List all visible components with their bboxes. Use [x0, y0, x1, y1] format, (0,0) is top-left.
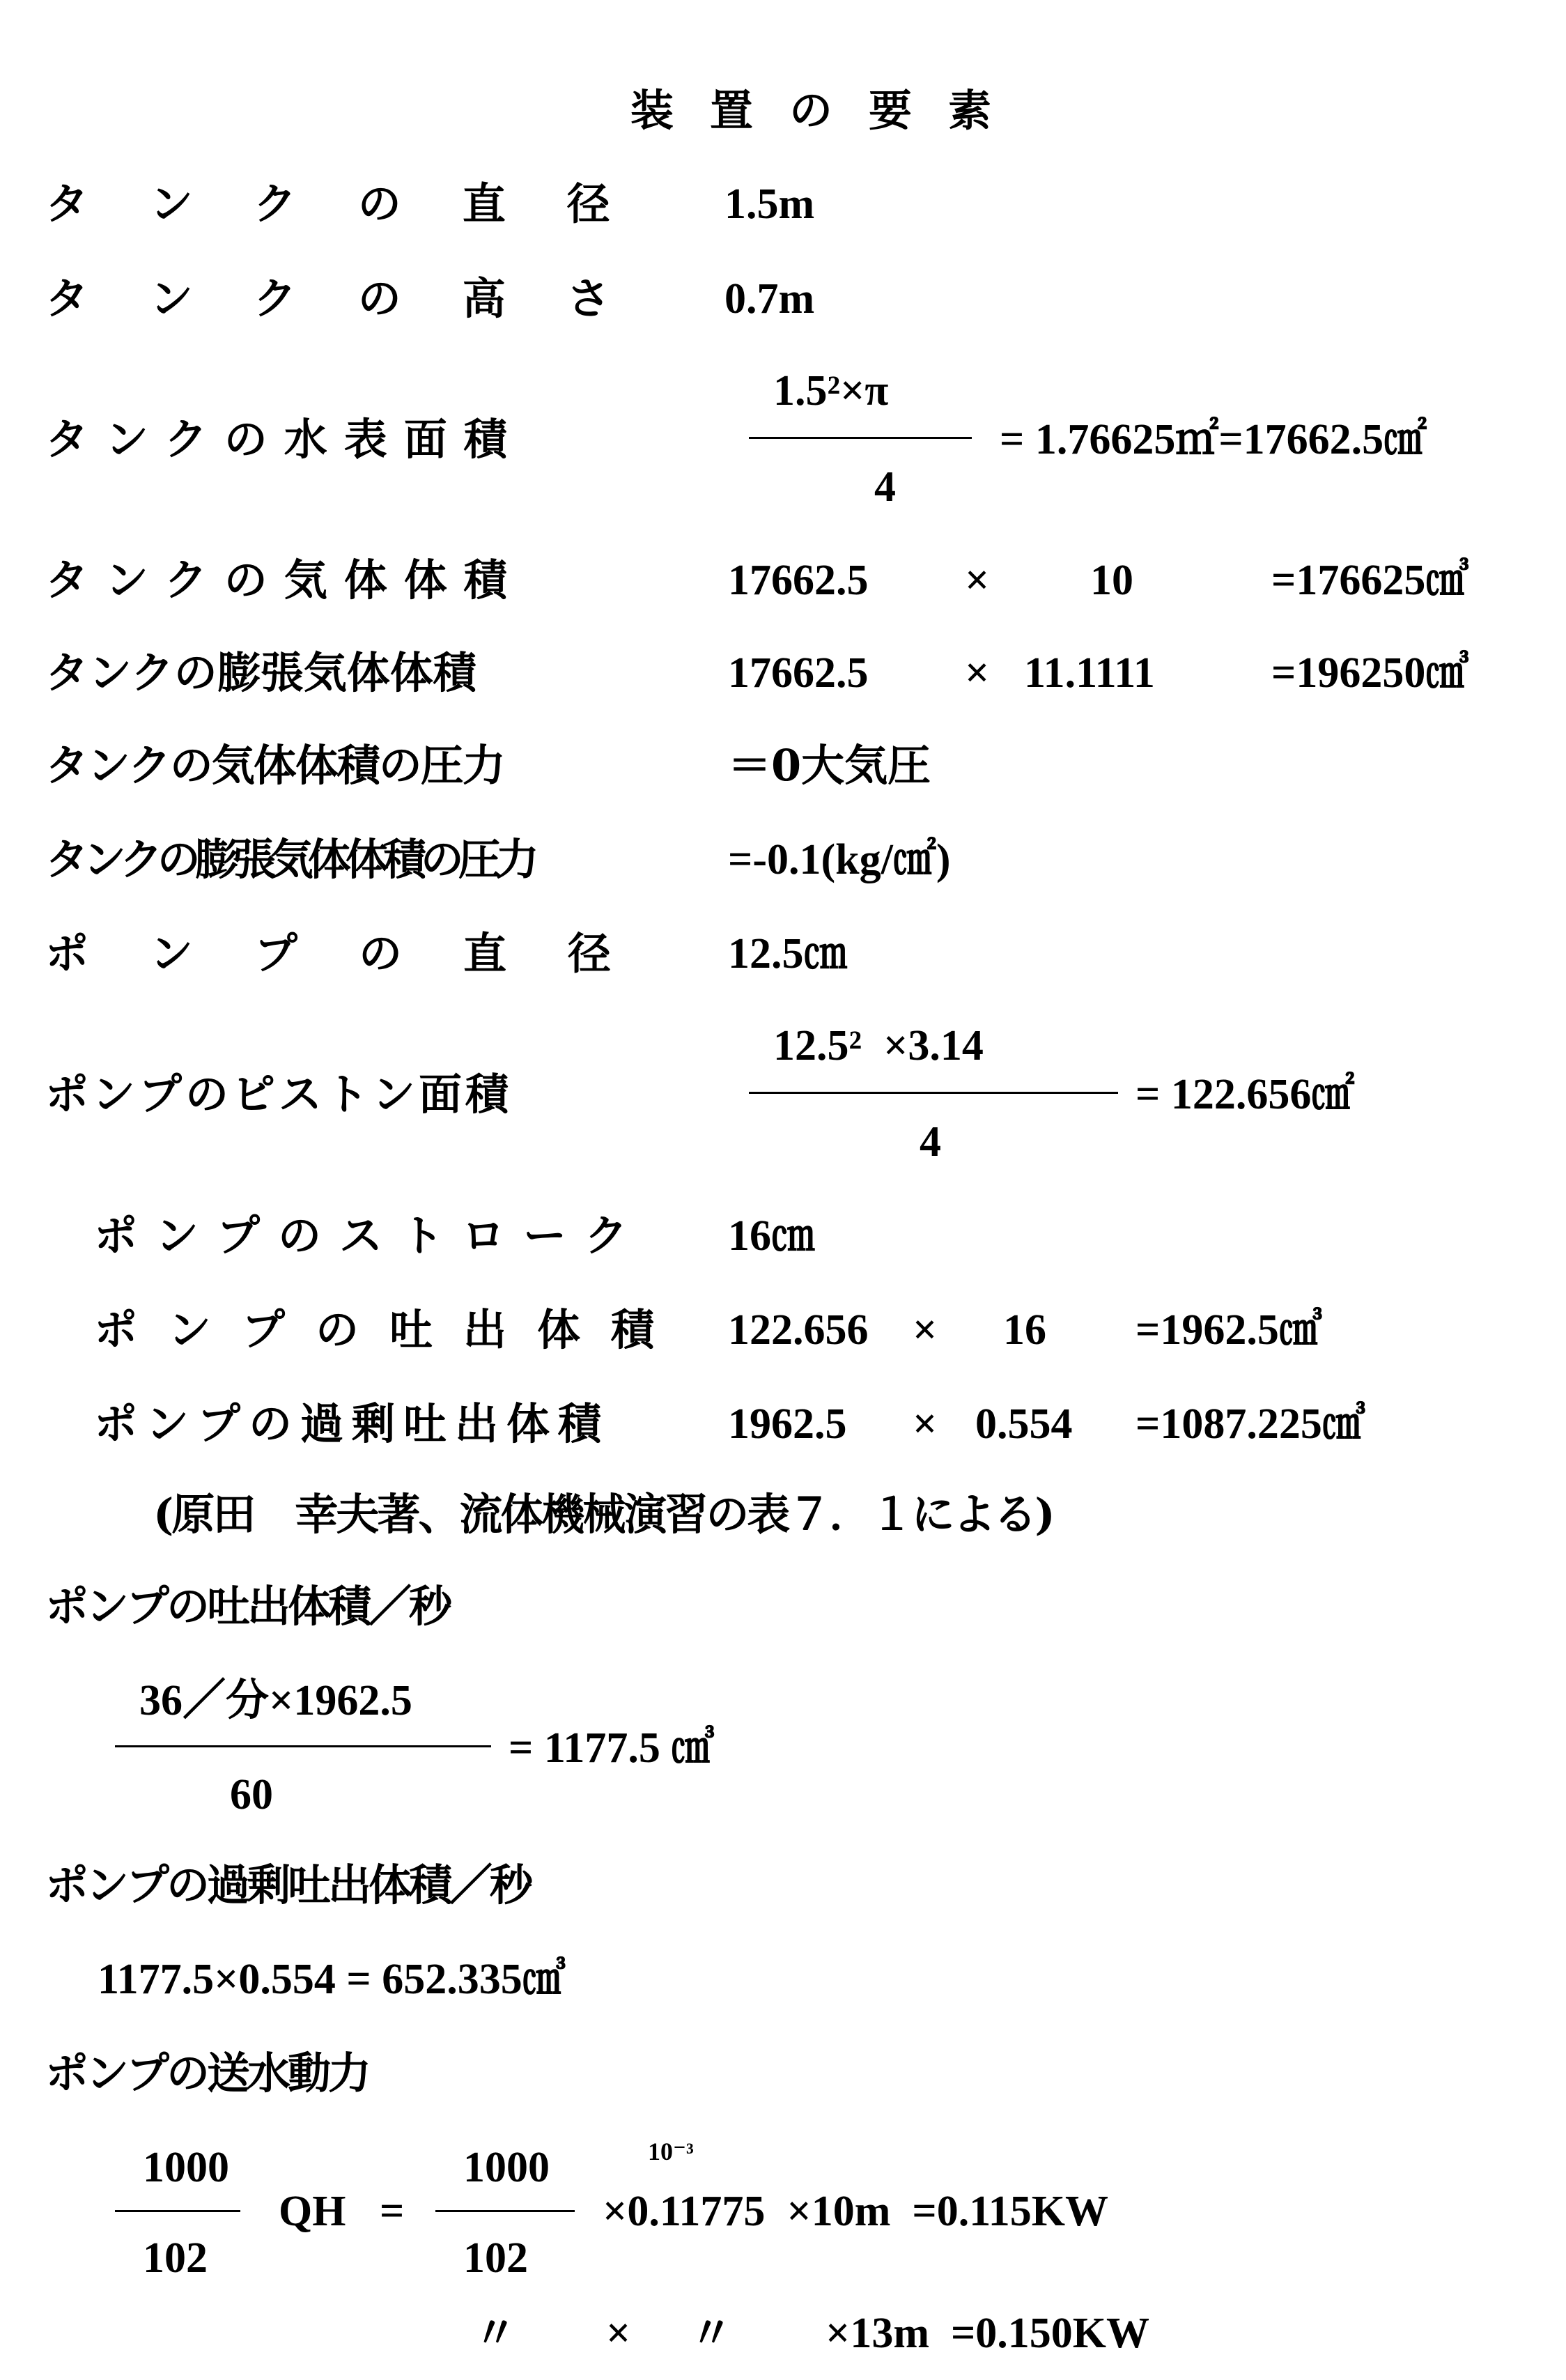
per-second-fraction-bar — [115, 1745, 491, 1747]
pump-excess-discharge-result: =1087.225㎤ — [1135, 1400, 1365, 1448]
tank-expanded-gas-op: × — [965, 649, 990, 697]
tank-height-label: タンクの高さ — [45, 273, 672, 324]
excess-per-second-formula: 1177.5×0.554 = 652.335㎤ — [98, 1956, 566, 2003]
pump-discharge-op: × — [913, 1306, 938, 1354]
power-line2-ditto-a: 〃 — [474, 2308, 518, 2358]
power-frac2-denominator: 102 — [463, 2234, 528, 2282]
pump-stroke-label: ポンプのストローク — [94, 1210, 646, 1261]
tank-height-value: 0.7m — [724, 275, 815, 323]
tank-expanded-pressure-value: =-0.1(kg/㎠) — [728, 836, 951, 883]
power-line2-op: × — [606, 2310, 631, 2357]
tank-expanded-gas-label: タンクの膨張気体体積 — [45, 647, 476, 698]
pump-excess-discharge-label: ポンプの過剰吐出体積 — [94, 1398, 610, 1449]
title-text: 装置の要素 — [630, 85, 1028, 136]
tank-expanded-pressure-label: タンクの膨張気体体積の圧力 — [45, 834, 534, 885]
tank-area-result: = 1.76625㎡=17662.5㎠ — [1000, 416, 1427, 463]
pump-stroke-value: 16㎝ — [728, 1212, 815, 1260]
tank-gas-pressure-label: タンクの気体体積の圧力 — [45, 740, 504, 791]
tank-expanded-gas-a: 17662.5 — [728, 649, 869, 697]
pump-diameter-label: ポンプの直径 — [45, 928, 673, 979]
tank-area-denominator: 4 — [874, 463, 896, 511]
tank-area-numerator: 1.5²×π — [773, 367, 889, 415]
power-frac1-denominator: 102 — [143, 2234, 208, 2282]
power-frac1-numerator: 1000 — [143, 2144, 229, 2191]
tank-gas-volume-label: タンクの気体体積 — [45, 555, 524, 605]
power-equals: = — [380, 2188, 405, 2235]
per-second-numerator: 36／分×1962.5 — [139, 1677, 412, 1724]
pump-excess-discharge-b: 0.554 — [975, 1400, 1073, 1448]
pump-discharge-a: 122.656 — [728, 1306, 869, 1354]
pump-piston-area-fraction-bar — [749, 1092, 1118, 1094]
tank-gas-volume-b: 10 — [1090, 557, 1133, 604]
pump-discharge-label: ポンプの吐出体積 — [94, 1304, 685, 1355]
power-frac2-bar — [435, 2210, 575, 2212]
pump-discharge-b: 16 — [1003, 1306, 1046, 1354]
tank-gas-pressure-value: ＝0大気圧 — [728, 740, 931, 791]
tank-diameter-value: 1.5m — [724, 180, 815, 228]
tank-gas-volume-op: × — [965, 557, 990, 604]
tank-area-fraction-bar — [749, 437, 972, 439]
tank-expanded-gas-b: 11.1111 — [1024, 649, 1155, 697]
tank-area-label: タンクの水表面積 — [45, 414, 524, 465]
excess-per-second-heading: ポンプの過剰吐出体積／秒 — [45, 1860, 531, 1910]
pump-excess-discharge-a: 1962.5 — [728, 1400, 847, 1448]
power-rest: ×0.11775 ×10m =0.115KW — [603, 2188, 1109, 2235]
tank-gas-volume-result: =176625㎤ — [1271, 557, 1469, 604]
pump-piston-area-result: = 122.656㎠ — [1135, 1071, 1355, 1118]
tank-expanded-gas-result: =196250㎤ — [1271, 649, 1469, 697]
tank-diameter-label: タンクの直径 — [45, 178, 672, 229]
per-second-result: = 1177.5 ㎤ — [509, 1724, 715, 1772]
power-qh: QH — [279, 2188, 346, 2235]
pump-piston-area-label: ポンプのピストン面積 — [45, 1069, 513, 1120]
pump-discharge-result: =1962.5㎤ — [1135, 1306, 1322, 1354]
reference-note: (原田 幸夫著、流体機械演習の表７．１による) — [153, 1489, 1053, 1540]
per-second-heading: ポンプの吐出体積／秒 — [45, 1581, 450, 1632]
pump-excess-discharge-op: × — [913, 1400, 938, 1448]
power-line2-ditto-b: 〃 — [690, 2308, 734, 2358]
power-heading: ポンプの送水動力 — [45, 2048, 369, 2099]
power-line2-rest: ×13m =0.150KW — [825, 2310, 1150, 2357]
tank-gas-volume-a: 17662.5 — [728, 557, 869, 604]
pump-diameter-value: 12.5㎝ — [728, 930, 847, 978]
page-title — [630, 85, 1041, 136]
power-exponent: 10⁻³ — [648, 2138, 694, 2165]
power-frac2-numerator: 1000 — [463, 2144, 550, 2191]
pump-piston-area-numerator: 12.5² ×3.14 — [773, 1022, 984, 1069]
per-second-denominator: 60 — [230, 1771, 273, 1818]
pump-piston-area-denominator: 4 — [920, 1118, 941, 1166]
power-frac1-bar — [115, 2210, 240, 2212]
